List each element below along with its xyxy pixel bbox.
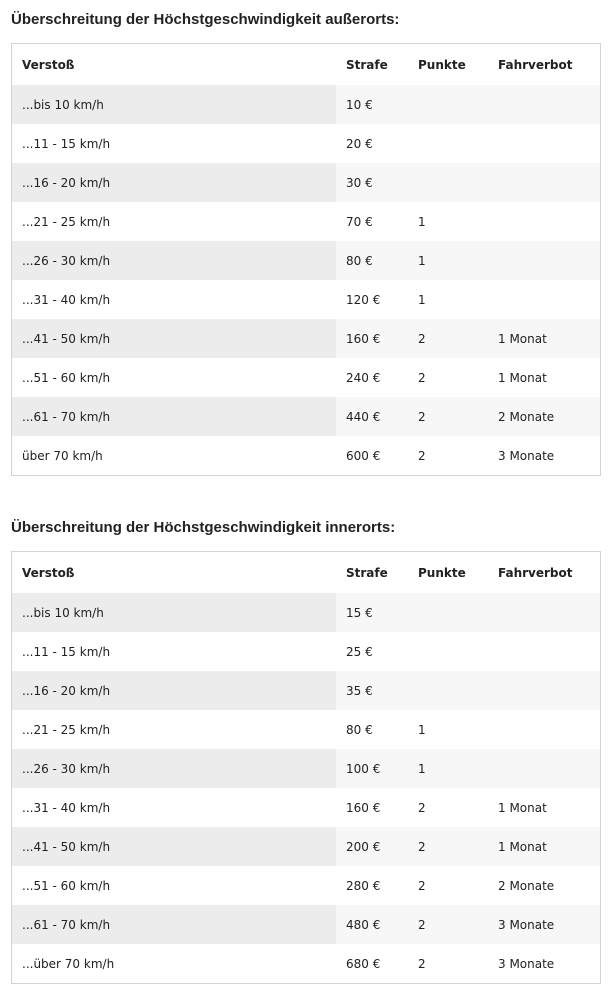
table-row (12, 905, 600, 944)
points-cell: 2 (418, 956, 426, 971)
fine-cell: 280 € (346, 878, 381, 893)
violation-cell: ...26 - 30 km/h (12, 241, 336, 280)
points-cell: 1 (418, 722, 426, 737)
points-cell: 2 (418, 800, 426, 815)
driving-ban-cell: 3 Monate (498, 956, 555, 971)
driving-ban-cell (488, 241, 600, 280)
fine-cell: 200 € (336, 827, 408, 866)
driving-ban-cell: 1 Monat (498, 800, 547, 815)
table-header-row (12, 44, 600, 85)
driving-ban-cell (488, 710, 600, 749)
section-inside-town (11, 508, 601, 984)
header-fine: Strafe (346, 565, 388, 580)
points-cell: 1 (418, 214, 426, 229)
fine-cell: 30 € (336, 163, 408, 202)
fine-cell: 680 € (346, 956, 381, 971)
driving-ban-cell (488, 671, 600, 710)
violation-cell: ...21 - 25 km/h (22, 214, 111, 229)
violation-cell: ...26 - 30 km/h (12, 749, 336, 788)
violation-cell: ...bis 10 km/h (12, 85, 336, 124)
driving-ban-cell (488, 280, 600, 319)
points-cell (408, 163, 488, 202)
driving-ban-cell (488, 632, 600, 671)
points-cell: 2 (408, 905, 488, 944)
table-row (12, 397, 600, 436)
fine-cell: 10 € (336, 85, 408, 124)
driving-ban-cell: 3 Monate (498, 448, 555, 463)
fine-cell: 600 € (346, 448, 381, 463)
fine-cell: 240 € (346, 370, 381, 385)
points-cell: 1 (408, 749, 488, 788)
driving-ban-cell (488, 85, 600, 124)
violation-cell: ...über 70 km/h (22, 956, 115, 971)
table-row (12, 241, 600, 280)
table-row (12, 866, 600, 905)
points-cell (408, 124, 488, 163)
violation-cell: ...11 - 15 km/h (22, 644, 111, 659)
table-row (12, 710, 600, 749)
violation-cell: ...bis 10 km/h (12, 593, 336, 632)
violation-cell: ...51 - 60 km/h (22, 878, 111, 893)
header-fine: Strafe (346, 57, 388, 72)
points-cell (408, 632, 488, 671)
points-cell: 2 (408, 827, 488, 866)
table-row (12, 944, 600, 983)
violation-cell: ...41 - 50 km/h (12, 827, 336, 866)
points-cell: 2 (418, 878, 426, 893)
table-body-outside (12, 85, 600, 475)
violation-cell: ...16 - 20 km/h (12, 163, 336, 202)
table-row (12, 280, 600, 319)
fine-cell: 480 € (336, 905, 408, 944)
violation-cell: ...61 - 70 km/h (12, 397, 336, 436)
driving-ban-cell (488, 593, 600, 632)
points-cell: 1 (418, 292, 426, 307)
violation-cell: ...51 - 60 km/h (22, 370, 111, 385)
table-row (12, 827, 600, 866)
violation-cell: ...61 - 70 km/h (12, 905, 336, 944)
fine-table-outside (11, 43, 601, 476)
driving-ban-cell: 1 Monat (498, 370, 547, 385)
table-row (12, 163, 600, 202)
points-cell (408, 85, 488, 124)
fine-cell: 160 € (346, 800, 381, 815)
driving-ban-cell (488, 749, 600, 788)
violation-cell: ...11 - 15 km/h (22, 136, 111, 151)
fine-cell: 120 € (346, 292, 381, 307)
violation-cell: ...31 - 40 km/h (22, 292, 111, 307)
header-driving-ban: Fahrverbot (498, 57, 573, 72)
table-row (12, 124, 600, 163)
table-row (12, 358, 600, 397)
fine-cell: 70 € (346, 214, 373, 229)
header-violation: Verstoß (22, 57, 75, 72)
header-driving-ban: Fahrverbot (498, 565, 573, 580)
fine-cell: 20 € (346, 136, 373, 151)
header-violation: Verstoß (22, 565, 75, 580)
driving-ban-cell (488, 202, 600, 241)
points-cell: 2 (418, 448, 426, 463)
violation-cell: ...31 - 40 km/h (22, 800, 111, 815)
driving-ban-cell (488, 163, 600, 202)
table-row (12, 85, 600, 124)
section-title-outside: Überschreitung der Höchstgeschwindigkeit außerorts: (11, 11, 400, 28)
table-row (12, 671, 600, 710)
fine-cell: 160 € (336, 319, 408, 358)
points-cell (408, 671, 488, 710)
fine-cell: 35 € (336, 671, 408, 710)
fine-cell: 440 € (336, 397, 408, 436)
fine-cell: 100 € (336, 749, 408, 788)
table-row (12, 436, 600, 475)
driving-ban-cell: 3 Monate (488, 905, 600, 944)
violation-cell: über 70 km/h (22, 448, 103, 463)
fine-cell: 25 € (346, 644, 373, 659)
table-row (12, 749, 600, 788)
fine-table-inside (11, 551, 601, 984)
driving-ban-cell: 1 Monat (488, 827, 600, 866)
fine-cell: 80 € (346, 722, 373, 737)
section-title-inside: Überschreitung der Höchstgeschwindigkeit innerorts: (11, 519, 396, 536)
driving-ban-cell: 1 Monat (488, 319, 600, 358)
fine-cell: 15 € (336, 593, 408, 632)
table-header-row (12, 552, 600, 593)
table-row (12, 202, 600, 241)
table-row (12, 788, 600, 827)
table-body-inside (12, 593, 600, 983)
table-row (12, 632, 600, 671)
header-points: Punkte (418, 57, 466, 72)
driving-ban-cell: 2 Monate (498, 878, 555, 893)
driving-ban-cell: 2 Monate (488, 397, 600, 436)
violation-cell: ...21 - 25 km/h (22, 722, 111, 737)
section-outside-town (11, 0, 601, 476)
table-row (12, 319, 600, 358)
table-row (12, 593, 600, 632)
driving-ban-cell (488, 124, 600, 163)
points-cell: 2 (408, 397, 488, 436)
fine-cell: 80 € (336, 241, 408, 280)
header-points: Punkte (418, 565, 466, 580)
violation-cell: ...41 - 50 km/h (12, 319, 336, 358)
points-cell: 2 (408, 319, 488, 358)
points-cell: 1 (408, 241, 488, 280)
violation-cell: ...16 - 20 km/h (12, 671, 336, 710)
points-cell: 2 (418, 370, 426, 385)
points-cell (408, 593, 488, 632)
